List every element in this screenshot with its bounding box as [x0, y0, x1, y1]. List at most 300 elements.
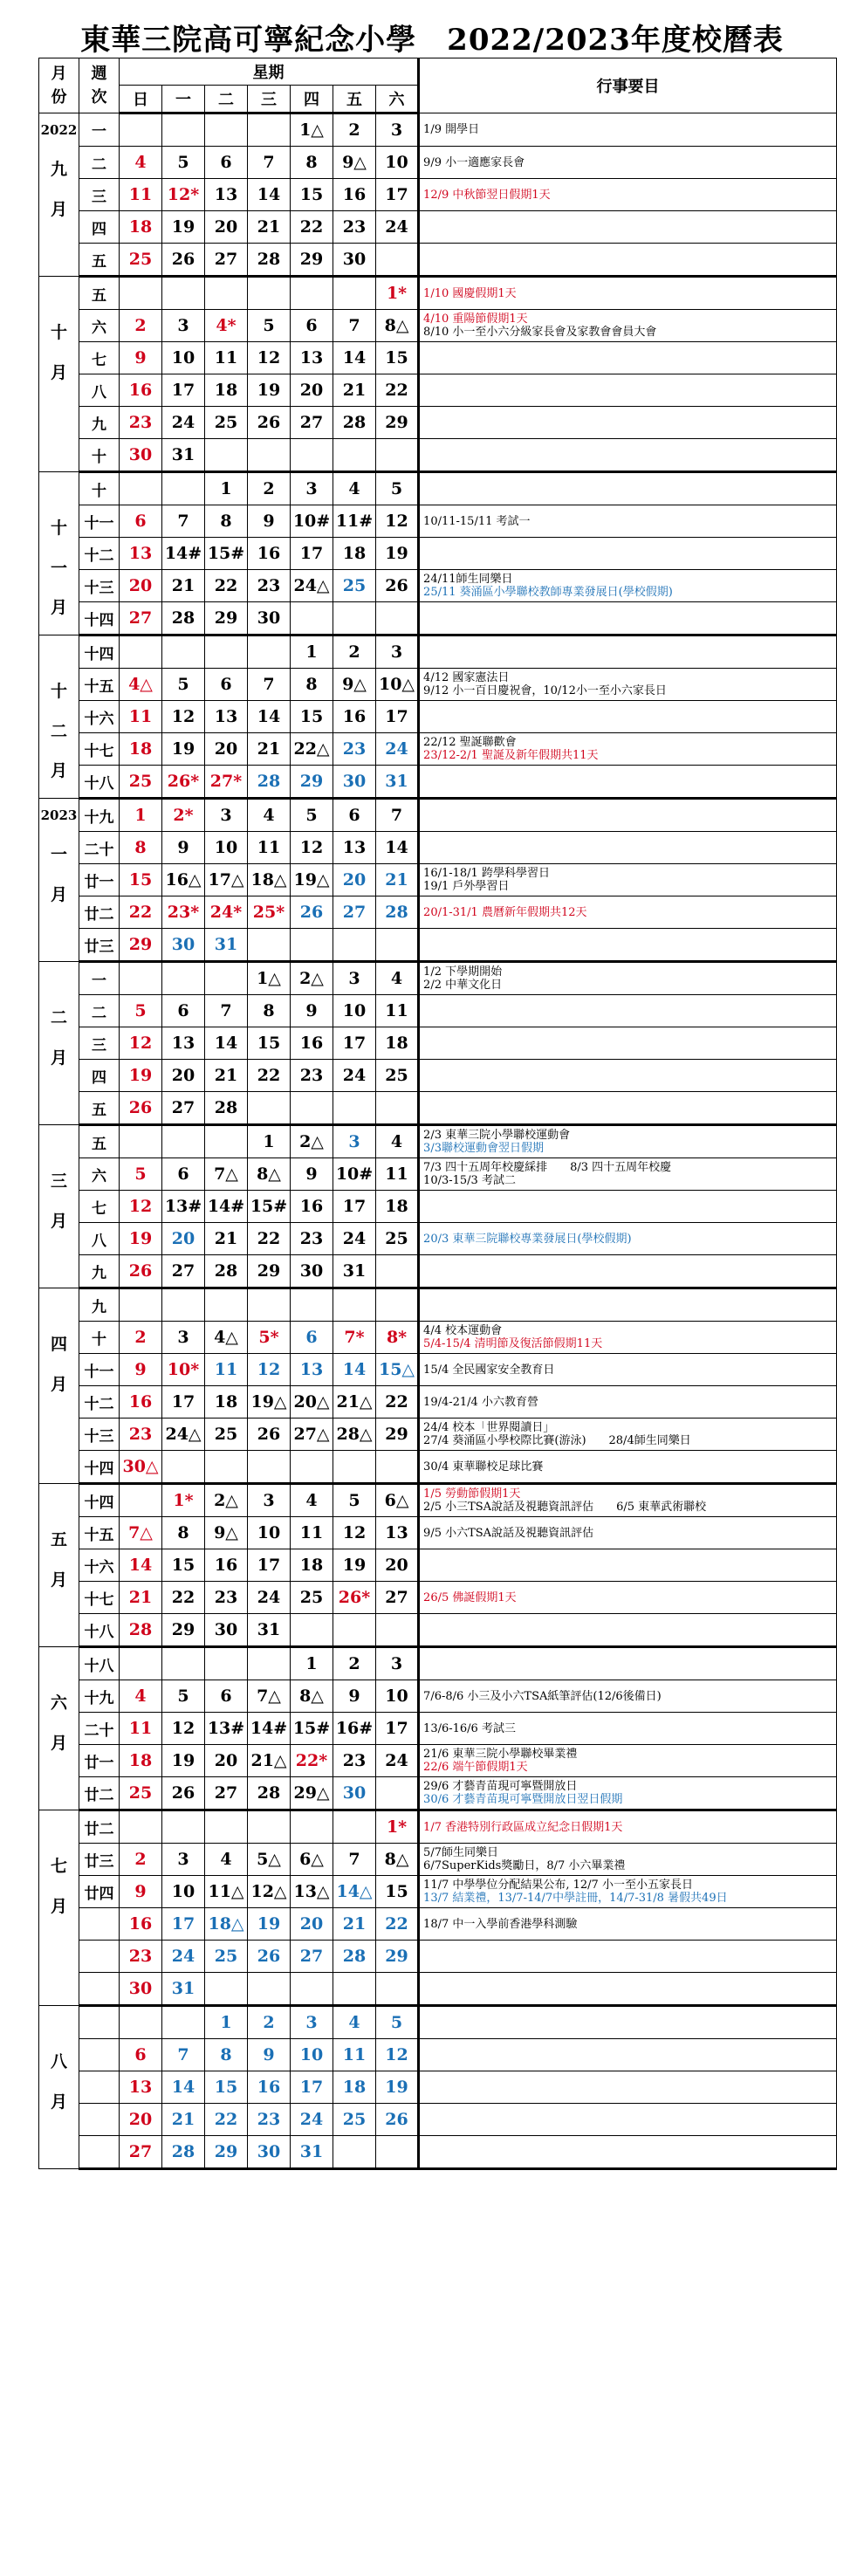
events-cell	[419, 1876, 837, 1908]
events-cell	[419, 1419, 837, 1451]
month-cell	[39, 1647, 79, 1810]
day-cell: 30	[291, 1255, 333, 1288]
year-label	[39, 635, 79, 663]
event-item: 10/11-15/11 考試一	[423, 514, 531, 528]
day-cell: 28	[376, 896, 419, 929]
day-cell: 5	[291, 799, 333, 832]
week-number: 二	[79, 995, 120, 1027]
week-row	[39, 1582, 837, 1614]
day-cell: 27	[162, 1255, 205, 1288]
day-cell	[120, 962, 162, 995]
week-number: 廿三	[79, 929, 120, 962]
events-cell	[419, 2104, 837, 2136]
day-cell: 20	[162, 1060, 205, 1092]
day-cell: 23*	[162, 896, 205, 929]
day-cell: 5△	[248, 1844, 291, 1876]
day-cell	[162, 1810, 205, 1844]
day-cell: 10	[248, 1517, 291, 1549]
day-cell: 17	[162, 374, 205, 407]
event-item: 1/9 開學日	[423, 123, 480, 136]
day-cell: 3	[376, 635, 419, 669]
day-cell	[291, 1288, 333, 1322]
day-cell: 1	[120, 799, 162, 832]
event-item: 1/10 國慶假期1天	[423, 286, 517, 300]
day-cell	[333, 439, 376, 472]
day-cell: 22	[205, 570, 248, 602]
day-cell: 10	[376, 147, 419, 179]
day-cell: 25*	[248, 896, 291, 929]
events-cell	[419, 1125, 837, 1158]
week-number: 二	[79, 147, 120, 179]
day-cell: 6	[291, 1322, 333, 1354]
week-row	[39, 962, 837, 995]
day-cell	[162, 472, 205, 505]
day-cell: 25	[120, 244, 162, 277]
week-number: 廿二	[79, 1777, 120, 1810]
day-cell: 16	[120, 374, 162, 407]
day-cell	[248, 113, 291, 147]
day-cell	[376, 1255, 419, 1288]
day-cell: 10#	[333, 1158, 376, 1191]
day-cell: 22	[376, 1386, 419, 1419]
week-header-label: 週 次	[91, 65, 107, 106]
month-label: 二 月	[50, 1008, 67, 1068]
day-cell: 26	[248, 1419, 291, 1451]
day-cell	[291, 277, 333, 310]
day-cell: 27	[205, 244, 248, 277]
day-cell: 9	[120, 1354, 162, 1386]
day-cell: 27	[120, 602, 162, 635]
day-cell: 11	[291, 1517, 333, 1549]
day-cell: 22	[205, 2104, 248, 2136]
day-cell: 28	[120, 1614, 162, 1647]
week-header	[79, 58, 120, 113]
week-row	[39, 1647, 837, 1680]
day-cell: 31	[248, 1614, 291, 1647]
day-cell	[162, 2006, 205, 2039]
day-cell: 30	[333, 244, 376, 277]
day-cell	[162, 277, 205, 310]
week-number: 六	[79, 310, 120, 342]
week-row	[39, 1549, 837, 1582]
day-cell	[120, 1810, 162, 1844]
event-item: 13/7 結業禮，13/7-14/7中學註冊，14/7-31/8 暑假共49日	[423, 1892, 728, 1905]
event-item: 24/4 校本「世界閱讀日」	[423, 1421, 555, 1434]
day-cell	[162, 1125, 205, 1158]
day-cell: 20	[291, 374, 333, 407]
event-item: 8/10 小一至小六分級家長會及家教會會員大會	[423, 326, 657, 339]
week-number	[79, 1941, 120, 1973]
event-item: 22/12 聖誕聯歡會	[423, 736, 517, 749]
day-cell	[248, 1451, 291, 1484]
day-cell: 21△	[333, 1386, 376, 1419]
events-cell	[419, 472, 837, 505]
day-cell: 19	[248, 374, 291, 407]
day-cell: 12*	[162, 179, 205, 211]
day-cell: 4	[333, 2006, 376, 2039]
event-item: 5/4-15/4 清明節及復活節假期11天	[423, 1337, 603, 1350]
day-cell: 3	[162, 1322, 205, 1354]
day-cell	[162, 1647, 205, 1680]
week-row	[39, 244, 837, 277]
events-cell	[419, 113, 837, 147]
day-cell: 8	[205, 505, 248, 538]
day-cell	[120, 472, 162, 505]
events-cell	[419, 602, 837, 635]
events-cell	[419, 1973, 837, 2006]
day-cell: 5	[162, 669, 205, 701]
event-item: 19/1 戶外學習日	[423, 880, 510, 893]
event-item: 5/7師生同樂日	[423, 1846, 498, 1859]
week-number: 十二	[79, 538, 120, 570]
events-cell	[419, 374, 837, 407]
week-row	[39, 2104, 837, 2136]
week-row	[39, 1680, 837, 1713]
weekday-header: 一	[162, 86, 205, 113]
day-cell: 20	[162, 1223, 205, 1255]
event-item: 26/5 佛誕假期1天	[423, 1590, 517, 1604]
week-number: 六	[79, 1158, 120, 1191]
events-cell	[419, 1908, 837, 1941]
day-cell: 13	[162, 1027, 205, 1060]
events-cell	[419, 929, 837, 962]
day-cell: 18	[205, 374, 248, 407]
day-cell	[120, 1125, 162, 1158]
week-row	[39, 602, 837, 635]
day-cell: 19	[120, 1060, 162, 1092]
day-cell: 23	[248, 570, 291, 602]
events-cell	[419, 1060, 837, 1092]
event-item: 4/12 國家憲法日	[423, 671, 510, 684]
day-cell: 6	[333, 799, 376, 832]
week-number: 五	[79, 277, 120, 310]
day-cell: 13	[376, 1517, 419, 1549]
day-cell: 23	[333, 733, 376, 766]
week-number: 十八	[79, 1614, 120, 1647]
day-cell: 27	[291, 407, 333, 439]
day-cell	[205, 1288, 248, 1322]
day-cell: 18	[333, 2071, 376, 2104]
day-cell: 17	[162, 1908, 205, 1941]
week-row	[39, 2071, 837, 2104]
week-number: 八	[79, 1223, 120, 1255]
day-cell: 24	[333, 1223, 376, 1255]
day-cell: 10	[205, 832, 248, 864]
events-cell	[419, 1322, 837, 1354]
day-cell: 2	[248, 472, 291, 505]
day-cell: 27△	[291, 1419, 333, 1451]
day-cell: 17	[333, 1191, 376, 1223]
day-cell: 15	[376, 342, 419, 374]
weekday-header: 三	[248, 86, 291, 113]
day-cell: 20	[205, 211, 248, 244]
week-number: 七	[79, 342, 120, 374]
day-cell: 4	[376, 962, 419, 995]
day-cell	[205, 1810, 248, 1844]
day-cell	[205, 1647, 248, 1680]
day-cell: 10	[162, 1876, 205, 1908]
events-cell	[419, 1158, 837, 1191]
year-label	[39, 1125, 79, 1153]
week-row	[39, 669, 837, 701]
day-cell: 11	[248, 832, 291, 864]
day-cell: 6△	[376, 1484, 419, 1517]
week-row	[39, 1713, 837, 1745]
week-row	[39, 799, 837, 832]
events-cell	[419, 2006, 837, 2039]
events-cell	[419, 1092, 837, 1125]
day-cell: 23	[205, 1582, 248, 1614]
day-cell	[248, 1647, 291, 1680]
day-cell: 19△	[248, 1386, 291, 1419]
events-cell	[419, 701, 837, 733]
week-number	[79, 1973, 120, 2006]
day-cell: 7	[248, 669, 291, 701]
week-number: 十五	[79, 669, 120, 701]
week-number: 十九	[79, 1680, 120, 1713]
week-row	[39, 1060, 837, 1092]
week-row	[39, 1484, 837, 1517]
day-cell: 4*	[205, 310, 248, 342]
event-item: 1/7 香港特別行政區成立紀念日假期1天	[423, 1820, 623, 1834]
day-cell	[376, 1288, 419, 1322]
events-cell	[419, 2071, 837, 2104]
events-cell	[419, 179, 837, 211]
day-cell: 16	[120, 1908, 162, 1941]
events-cell	[419, 962, 837, 995]
week-row	[39, 1322, 837, 1354]
week-number: 十四	[79, 635, 120, 669]
day-cell: 7△	[205, 1158, 248, 1191]
day-cell	[291, 602, 333, 635]
events-cell	[419, 635, 837, 669]
weekday-header: 五	[333, 86, 376, 113]
day-cell: 31	[205, 929, 248, 962]
events-cell	[419, 669, 837, 701]
day-cell: 7	[205, 995, 248, 1027]
day-cell	[162, 1451, 205, 1484]
day-cell: 16#	[333, 1713, 376, 1745]
day-cell: 26	[248, 407, 291, 439]
day-cell: 6	[162, 1158, 205, 1191]
day-cell	[162, 635, 205, 669]
weekday-header: 四	[291, 86, 333, 113]
day-cell: 26	[248, 1941, 291, 1973]
day-cell: 29	[205, 602, 248, 635]
day-cell: 28	[162, 2136, 205, 2169]
week-number: 十七	[79, 1582, 120, 1614]
week-number: 十九	[79, 799, 120, 832]
day-cell: 26	[162, 244, 205, 277]
day-cell: 21	[376, 864, 419, 896]
day-cell: 8△	[248, 1158, 291, 1191]
day-cell: 6	[120, 2039, 162, 2071]
day-cell: 8	[248, 995, 291, 1027]
events-cell	[419, 277, 837, 310]
events-cell	[419, 832, 837, 864]
day-cell: 16	[291, 1191, 333, 1223]
day-cell: 5	[376, 472, 419, 505]
day-cell: 22	[248, 1223, 291, 1255]
event-item: 22/6 端午節假期1天	[423, 1761, 528, 1774]
day-cell: 30	[162, 929, 205, 962]
week-number: 十一	[79, 1354, 120, 1386]
week-number: 九	[79, 1255, 120, 1288]
day-cell	[376, 1973, 419, 2006]
week-number: 廿一	[79, 864, 120, 896]
events-cell	[419, 1680, 837, 1713]
day-cell: 3	[376, 1647, 419, 1680]
day-cell	[376, 929, 419, 962]
week-number: 廿一	[79, 1745, 120, 1777]
day-cell	[376, 1777, 419, 1810]
day-cell: 11△	[205, 1876, 248, 1908]
week-number: 二十	[79, 832, 120, 864]
day-cell: 8	[162, 1517, 205, 1549]
day-cell: 15#	[248, 1191, 291, 1223]
day-cell: 26	[376, 2104, 419, 2136]
day-cell: 16△	[162, 864, 205, 896]
day-cell: 6	[162, 995, 205, 1027]
event-item: 19/4-21/4 小六教育營	[423, 1395, 538, 1409]
day-cell: 29	[376, 407, 419, 439]
event-item: 16/1-18/1 跨學科學習日	[423, 867, 550, 880]
day-cell: 11	[333, 2039, 376, 2071]
week-row	[39, 1777, 837, 1810]
day-cell	[205, 277, 248, 310]
day-cell: 7*	[333, 1322, 376, 1354]
day-cell: 13	[291, 1354, 333, 1386]
week-number: 九	[79, 407, 120, 439]
event-item: 11/7 中學學位分配結果公布, 12/7 小一至小五家長日	[423, 1879, 693, 1892]
day-cell: 14	[120, 1549, 162, 1582]
month-cell	[39, 799, 79, 962]
day-cell: 1	[205, 472, 248, 505]
day-cell: 26	[376, 570, 419, 602]
week-row	[39, 1158, 837, 1191]
event-item: 18/7 中一入學前香港學科測驗	[423, 1917, 578, 1931]
day-cell: 4△	[120, 669, 162, 701]
events-cell	[419, 799, 837, 832]
day-cell: 15	[291, 179, 333, 211]
day-cell: 13#	[162, 1191, 205, 1223]
day-cell: 1	[291, 635, 333, 669]
day-cell: 6	[120, 505, 162, 538]
day-cell	[205, 1973, 248, 2006]
week-row	[39, 439, 837, 472]
day-cell: 13	[333, 832, 376, 864]
weekday-header: 二	[205, 86, 248, 113]
day-cell: 24△	[162, 1419, 205, 1451]
day-cell: 25	[376, 1060, 419, 1092]
week-number: 九	[79, 1288, 120, 1322]
day-cell: 3	[333, 1125, 376, 1158]
event-item: 29/6 才藝青苗現可寧暨開放日	[423, 1780, 578, 1793]
day-cell: 19	[248, 1908, 291, 1941]
events-cell	[419, 1386, 837, 1419]
day-cell: 1*	[376, 1810, 419, 1844]
event-item: 20/1-31/1 農曆新年假期共12天	[423, 905, 587, 919]
week-row	[39, 277, 837, 310]
day-cell: 28	[205, 1092, 248, 1125]
day-cell: 12	[120, 1191, 162, 1223]
day-cell: 12	[162, 1713, 205, 1745]
day-cell: 23	[120, 1419, 162, 1451]
day-cell: 7	[162, 505, 205, 538]
week-row	[39, 1908, 837, 1941]
day-cell: 22	[376, 374, 419, 407]
week-row	[39, 211, 837, 244]
week-row	[39, 995, 837, 1027]
day-cell: 28	[205, 1255, 248, 1288]
day-cell: 5*	[248, 1322, 291, 1354]
day-cell: 29	[376, 1419, 419, 1451]
day-cell: 31	[162, 439, 205, 472]
day-cell: 24	[291, 2104, 333, 2136]
week-row	[39, 1419, 837, 1451]
day-cell	[205, 962, 248, 995]
day-cell: 8	[205, 2039, 248, 2071]
weekday-header: 日	[120, 86, 162, 113]
day-cell	[333, 1288, 376, 1322]
day-cell: 4	[248, 799, 291, 832]
month-cell	[39, 1288, 79, 1484]
week-number: 十	[79, 439, 120, 472]
week-row	[39, 472, 837, 505]
events-cell	[419, 505, 837, 538]
week-number: 五	[79, 244, 120, 277]
day-cell: 24△	[291, 570, 333, 602]
week-number: 十四	[79, 602, 120, 635]
week-number: 廿二	[79, 896, 120, 929]
day-cell: 9	[162, 832, 205, 864]
day-cell: 15	[291, 701, 333, 733]
day-cell: 20	[291, 1908, 333, 1941]
week-row	[39, 1844, 837, 1876]
day-cell: 29	[291, 244, 333, 277]
event-item: 1/5 勞動節假期1天	[423, 1487, 521, 1501]
day-cell: 23	[248, 2104, 291, 2136]
day-cell: 27*	[205, 766, 248, 799]
month-label: 一 月	[50, 845, 67, 904]
day-cell: 15#	[291, 1713, 333, 1745]
day-cell: 19	[162, 733, 205, 766]
day-cell: 11	[120, 179, 162, 211]
day-cell: 30	[248, 602, 291, 635]
day-cell: 27	[120, 2136, 162, 2169]
month-label: 五 月	[50, 1530, 67, 1590]
day-cell: 12	[248, 1354, 291, 1386]
day-cell: 9△	[333, 669, 376, 701]
day-cell: 5	[376, 2006, 419, 2039]
week-number: 十五	[79, 1517, 120, 1549]
day-cell	[376, 2136, 419, 2169]
day-cell: 19△	[291, 864, 333, 896]
event-item: 6/7SuperKids獎勵日，8/7 小六畢業禮	[423, 1859, 626, 1872]
day-cell: 16	[205, 1549, 248, 1582]
day-cell: 25	[333, 2104, 376, 2136]
week-number: 三	[79, 179, 120, 211]
day-cell: 18	[205, 1386, 248, 1419]
day-cell: 1△	[248, 962, 291, 995]
events-cell	[419, 1745, 837, 1777]
year-label	[39, 2006, 79, 2034]
day-cell: 21	[205, 1060, 248, 1092]
day-cell: 26	[120, 1092, 162, 1125]
page-title: 東華三院高可寧紀念小學 2022/2023年度校曆表	[80, 23, 784, 58]
day-cell: 12	[248, 342, 291, 374]
day-cell	[248, 1973, 291, 2006]
